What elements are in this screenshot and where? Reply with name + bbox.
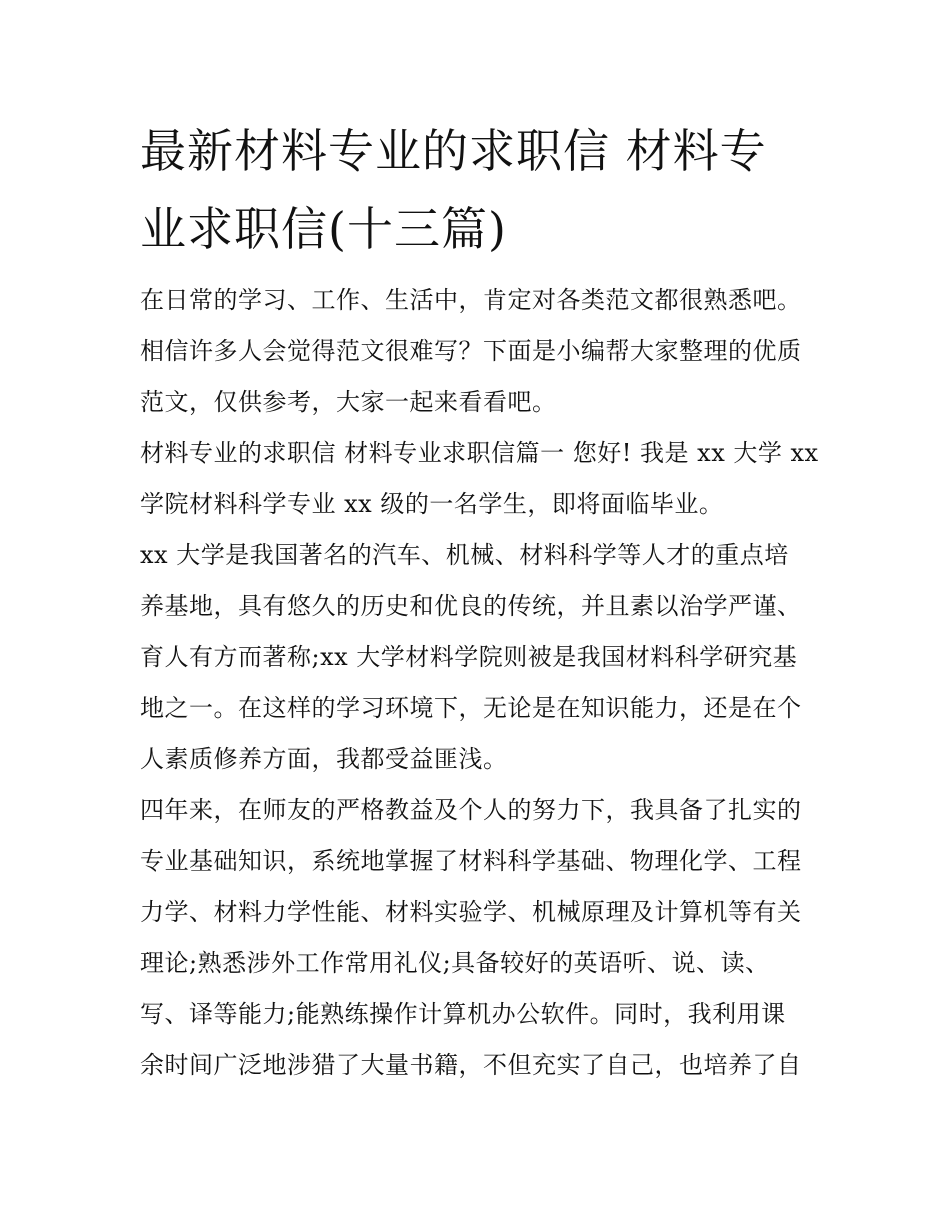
body-line: 余时间广泛地涉猎了大量书籍，不但充实了自己，也培养了自	[140, 1051, 802, 1079]
body-line: 四年来，在师友的严格教益及个人的努力下，我具备了扎实的	[140, 796, 802, 824]
document-body	[140, 275, 830, 1091]
body-line: 人素质修养方面，我都受益匪浅。	[140, 745, 508, 773]
body-line: 力学、材料力学性能、材料实验学、机械原理及计算机等有关	[140, 898, 802, 926]
body-line: 相信许多人会觉得范文很难写？下面是小编帮大家整理的优质	[140, 337, 802, 365]
title-line: 业求职信(十三篇)	[140, 202, 507, 256]
body-line: 地之一。在这样的学习环境下，无论是在知识能力，还是在个	[140, 694, 802, 722]
body-line: 专业基础知识，系统地掌握了材料科学基础、物理化学、工程	[140, 847, 802, 875]
body-line: 材料专业的求职信 材料专业求职信篇一 您好! 我是 xx 大学 xx	[140, 439, 819, 467]
document-title	[140, 112, 820, 268]
body-line: 养基地，具有悠久的历史和优良的传统，并且素以治学严谨、	[140, 592, 802, 620]
body-line: xx 大学是我国著名的汽车、机械、材料科学等人才的重点培	[140, 541, 789, 569]
body-line: 在日常的学习、工作、生活中，肯定对各类范文都很熟悉吧。	[140, 286, 802, 314]
body-line: 写、译等能力;能熟练操作计算机办公软件。同时，我利用课	[140, 1000, 786, 1028]
body-line: 范文，仅供参考，大家一起来看看吧。	[140, 388, 557, 416]
title-line: 最新材料专业的求职信 材料专	[140, 124, 767, 178]
body-line: 理论;熟悉涉外工作常用礼仪;具备较好的英语听、说、读、	[140, 949, 770, 977]
body-line: 育人有方而著称;xx 大学材料学院则被是我国材料科学研究基	[140, 643, 798, 671]
body-line: 学院材料科学专业 xx 级的一名学生，即将面临毕业。	[140, 490, 724, 518]
